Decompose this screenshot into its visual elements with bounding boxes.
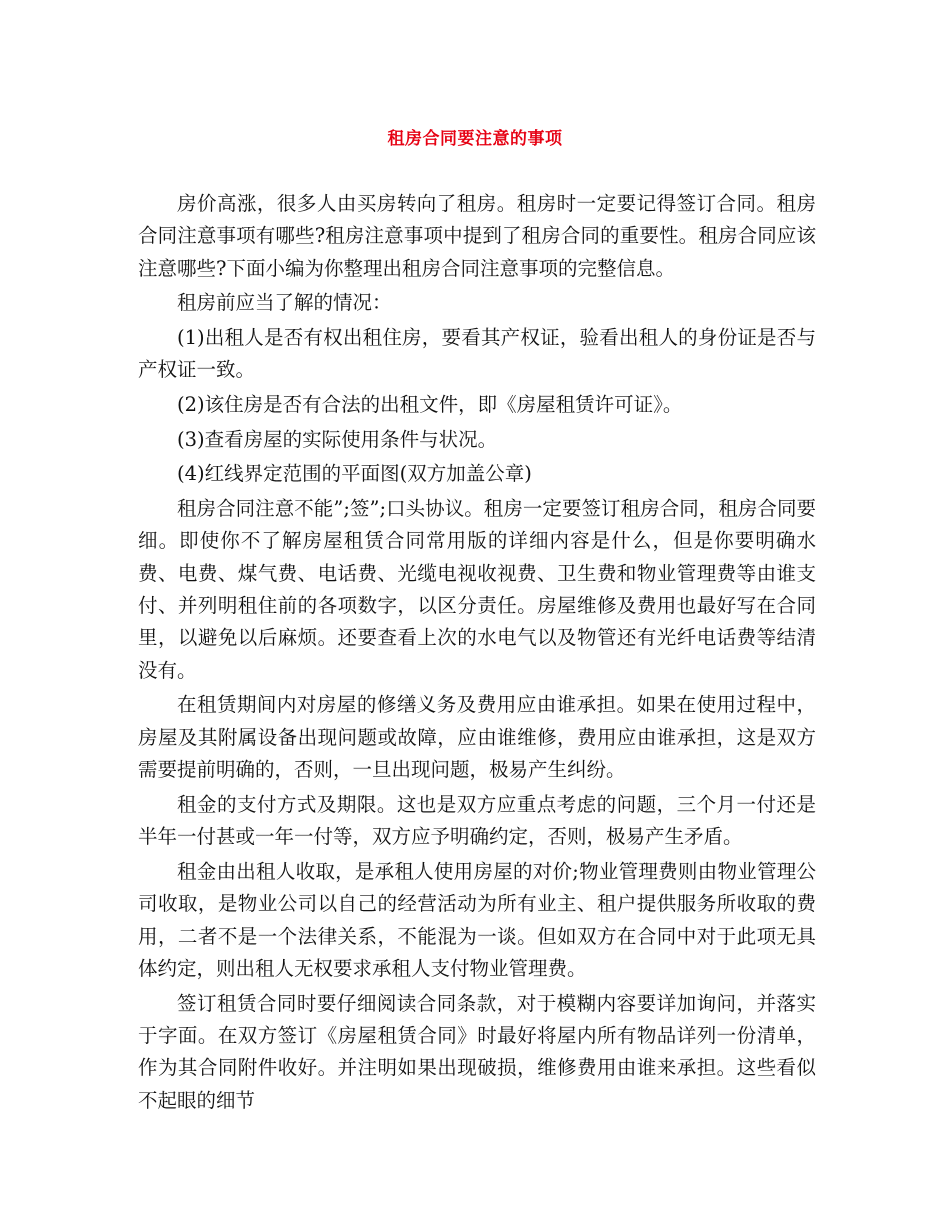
paragraph-item-3: (3)查看房屋的实际使用条件与状况。 [177, 427, 498, 451]
paragraph-item-2: (2)该住房是否有合法的出租文件，即《房屋租赁许可证》。 [177, 393, 683, 416]
paragraph-payment-terms: 租金的支付方式及期限。这也是双方应重点考虑的问题，三个月一付还是半年一付甚或一年一付等，双方应予明确约定，否则，极易产生矛盾。 [138, 792, 816, 849]
document-body [138, 188, 816, 1119]
paragraph-pre-rental-heading: 租房前应当了解的情况： [177, 291, 392, 315]
paragraph-signing-advice: 签订租赁合同时要仔细阅读合同条款，对于模糊内容要详加询问，并落实于字面。在双方签订《房屋租赁合同》时最好将屋内所有物品详列一份清单，作为其合同附件收好。并注明如果出现破损，维修费用由谁来承担。这些看似不起眼的细节 [138, 991, 816, 1112]
paragraph-intro: 房价高涨，很多人由买房转向了租房。租房时一定要记得签订合同。租房合同注意事项有哪些?租房注意事项中提到了租房合同的重要性。租房合同应该注意哪些?下面小编为你整理出租房合同注意事项的完整信息。 [138, 192, 816, 280]
paragraph-contract-details: 租房合同注意不能”;签”;口头协议。租房一定要签订租房合同，租房合同要细。即使你不了解房屋租赁合同常用版的详细内容是什么，但是你要明确水费、电费、煤气费、电话费、光缆电视收视费、卫生费和物业管理费等由谁支付、并列明租住前的各项数字，以区分责任。房屋维修及费用也最好写在合同里，以避免以后麻烦。还要查看上次的水电气以及物管还有光纤电话费等结清没有。 [138, 496, 816, 682]
paragraph-item-4: (4)红线界定范围的平面图(双方加盖公章) [177, 462, 532, 486]
paragraph-item-1: (1)出租人是否有权出租住房，要看其产权证，验看出租人的身份证是否与产权证一致。 [138, 326, 816, 382]
paragraph-repair-duty: 在租赁期间内对房屋的修缮义务及费用应由谁承担。如果在使用过程中，房屋及其附属设备出现问题或故障，应由谁维修，费用应由谁承担，这是双方需要提前明确的，否则，一旦出现问题，极易产生纠纷。 [138, 693, 816, 782]
paragraph-property-fee: 租金由出租人收取，是承租人使用房屋的对价;物业管理费则由物业管理公司收取，是物业公司以自己的经营活动为所有业主、租户提供服务所收取的费用，二者不是一个法律关系，不能混为一谈。但如双方在合同中对于此项无具体约定，则出租人无权要求承租人支付物业管理费。 [138, 859, 816, 981]
document-title: 租房合同要注意的事项 [387, 129, 563, 149]
